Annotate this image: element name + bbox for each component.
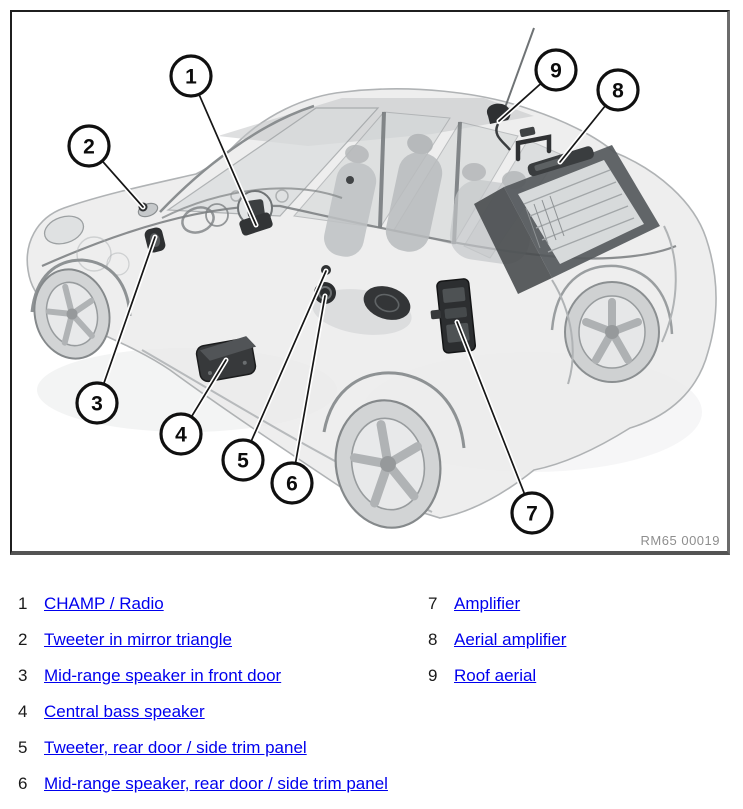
diagram-frame — [10, 10, 730, 555]
callout-3-number: 3 — [91, 392, 103, 416]
callout-8-number: 8 — [612, 79, 624, 103]
legend-number: 6 — [18, 774, 28, 793]
legend-item-rear-tweeter — [18, 737, 388, 758]
legend-number: 8 — [428, 630, 438, 649]
callout-5 — [223, 440, 263, 480]
legend-link-champ-radio[interactable]: CHAMP / Radio — [44, 594, 164, 613]
legend-number: 4 — [18, 702, 28, 721]
legend-item-tweeter-mirror — [18, 629, 388, 650]
callout-6-number: 6 — [286, 472, 298, 496]
legend-item-midrange-front-door — [18, 665, 388, 686]
legend-item-central-bass — [18, 701, 388, 722]
legend-link-tweeter-mirror[interactable]: Tweeter in mirror triangle — [44, 630, 233, 649]
legend-number: 7 — [428, 594, 438, 613]
callout-9-number: 9 — [550, 59, 562, 83]
callout-4 — [161, 414, 201, 454]
callout-5-number: 5 — [237, 449, 249, 473]
callout-3 — [77, 383, 117, 423]
legend-link-amplifier[interactable]: Amplifier — [454, 594, 521, 613]
legend-left-column — [18, 593, 388, 809]
callout-9 — [536, 50, 576, 90]
callout-2 — [69, 126, 109, 166]
figure-code: RM65 00019 — [640, 533, 720, 548]
rear-right-wheel — [565, 282, 659, 382]
legend-item-rear-midrange — [18, 773, 388, 794]
legend-link-rear-midrange[interactable]: Mid-range speaker, rear door / side trim panel — [44, 774, 388, 793]
legend-link-midrange-front-door[interactable]: Mid-range speaker in front door — [44, 666, 282, 685]
callout-7 — [512, 493, 552, 533]
legend-number: 5 — [18, 738, 28, 757]
component-pillar-tweeter — [346, 176, 354, 184]
legend-item-amplifier — [428, 593, 566, 614]
legend-link-rear-tweeter[interactable]: Tweeter, rear door / side trim panel — [44, 738, 307, 757]
legend-number: 1 — [18, 594, 28, 613]
legend-item-champ-radio — [18, 593, 388, 614]
legend-item-aerial-amplifier — [428, 629, 566, 650]
legend-link-roof-aerial[interactable]: Roof aerial — [454, 666, 537, 685]
car-audio-diagram — [12, 12, 727, 551]
callout-1 — [171, 56, 211, 96]
legend-number: 2 — [18, 630, 28, 649]
legend-item-roof-aerial — [428, 665, 566, 686]
legend-number: 9 — [428, 666, 438, 685]
callout-1-number: 1 — [185, 65, 197, 89]
legend-link-central-bass[interactable]: Central bass speaker — [44, 702, 205, 721]
callout-8 — [598, 70, 638, 110]
callout-4-number: 4 — [175, 423, 187, 447]
legend-number: 3 — [18, 666, 28, 685]
callout-7-number: 7 — [526, 502, 538, 526]
legend-right-column — [428, 593, 566, 701]
legend-link-aerial-amplifier[interactable]: Aerial amplifier — [454, 630, 567, 649]
callout-2-number: 2 — [83, 135, 95, 159]
callout-6 — [272, 463, 312, 503]
